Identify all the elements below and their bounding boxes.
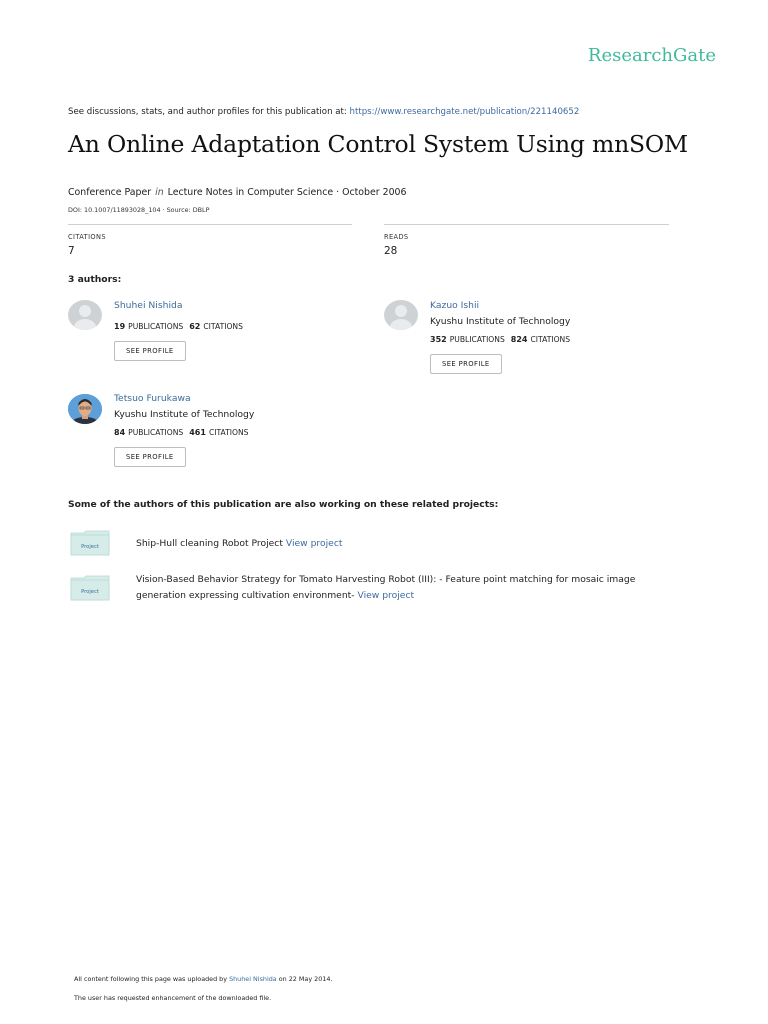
project-title-line2: generation expressing cultivation environment-: [136, 590, 358, 601]
reads-label: READS: [384, 233, 409, 241]
publication-type: Conference Paper: [68, 187, 152, 198]
related-project-item: [136, 536, 342, 552]
reads-divider: [384, 224, 669, 225]
view-project-link[interactable]: View project: [357, 590, 415, 601]
project-title-line1: Vision-Based Behavior Strategy for Tomato Harvesting Robot (III): - Feature point matching for mosaic image: [136, 574, 636, 585]
author-name-link[interactable]: Kazuo Ishii: [430, 300, 480, 311]
default-avatar-icon[interactable]: [68, 300, 102, 330]
citations-label: CITATIONS: [530, 335, 571, 344]
author-institution: Kyushu Institute of Technology: [114, 409, 255, 420]
author-institution: Kyushu Institute of Technology: [430, 316, 571, 327]
view-project-link[interactable]: View project: [285, 538, 343, 549]
citations-label: CITATIONS: [68, 233, 106, 241]
discussion-notice-text: See discussions, stats, and author profiles for this publication at:: [68, 107, 350, 117]
citations-label: CITATIONS: [208, 428, 249, 437]
upload-notice: [74, 975, 332, 983]
project-title: Ship-Hull cleaning Robot Project: [136, 538, 286, 549]
project-icon-label: Project: [81, 589, 99, 595]
upload-notice-prefix: All content following this page was uploaded by: [74, 975, 230, 983]
researchgate-logo[interactable]: ResearchGate: [587, 45, 716, 66]
publications-count: 19: [114, 322, 126, 331]
citations-count: 7: [68, 245, 75, 257]
publications-label: PUBLICATIONS: [128, 428, 184, 437]
publication-meta: [68, 187, 406, 198]
citations-count: 62: [189, 322, 201, 331]
citations-divider: [68, 224, 352, 225]
see-profile-button[interactable]: SEE PROFILE: [114, 341, 186, 361]
project-icon-label: Project: [81, 544, 99, 550]
author-name-link[interactable]: Shuhei Nishida: [114, 300, 183, 311]
publication-venue: Lecture Notes in Computer Science · October 2006: [167, 187, 407, 198]
citations-count: 461: [189, 428, 206, 437]
author-name-link[interactable]: Tetsuo Furukawa: [114, 393, 191, 404]
related-projects-heading: Some of the authors of this publication are also working on these related projects:: [68, 499, 499, 510]
citations-label: CITATIONS: [203, 322, 243, 331]
publications-count: 84: [114, 428, 126, 437]
see-profile-button[interactable]: SEE PROFILE: [430, 354, 502, 374]
paper-title: An Online Adaptation Control System Using mnSOM: [68, 130, 688, 158]
doi-source: DOI: 10.1007/11893028_104 · Source: DBLP: [68, 206, 210, 214]
see-profile-button[interactable]: SEE PROFILE: [114, 447, 186, 467]
uploader-link[interactable]: Shuhei Nishida: [229, 975, 277, 983]
citations-count: 824: [510, 335, 528, 344]
publications-label: PUBLICATIONS: [449, 335, 505, 344]
upload-notice-date: on 22 May 2014.: [276, 975, 333, 983]
default-avatar-icon[interactable]: [384, 300, 418, 330]
publications-count: 352: [430, 335, 447, 344]
authors-heading: 3 authors:: [68, 274, 122, 285]
project-folder-icon: [70, 530, 110, 556]
author-stats: [114, 428, 249, 437]
reads-count: 28: [384, 245, 398, 257]
in-label: in: [155, 187, 164, 198]
author-photo-avatar[interactable]: [68, 394, 102, 424]
related-project-item: [136, 572, 696, 604]
author-stats: [114, 322, 243, 331]
discussion-notice: [68, 107, 579, 117]
publication-url-link[interactable]: https://www.researchgate.net/publication/221140652: [349, 107, 580, 117]
project-folder-icon: [70, 575, 110, 601]
author-stats: [430, 335, 570, 344]
publications-label: PUBLICATIONS: [128, 322, 184, 331]
enhancement-notice: The user has requested enhancement of the downloaded file.: [74, 994, 272, 1002]
